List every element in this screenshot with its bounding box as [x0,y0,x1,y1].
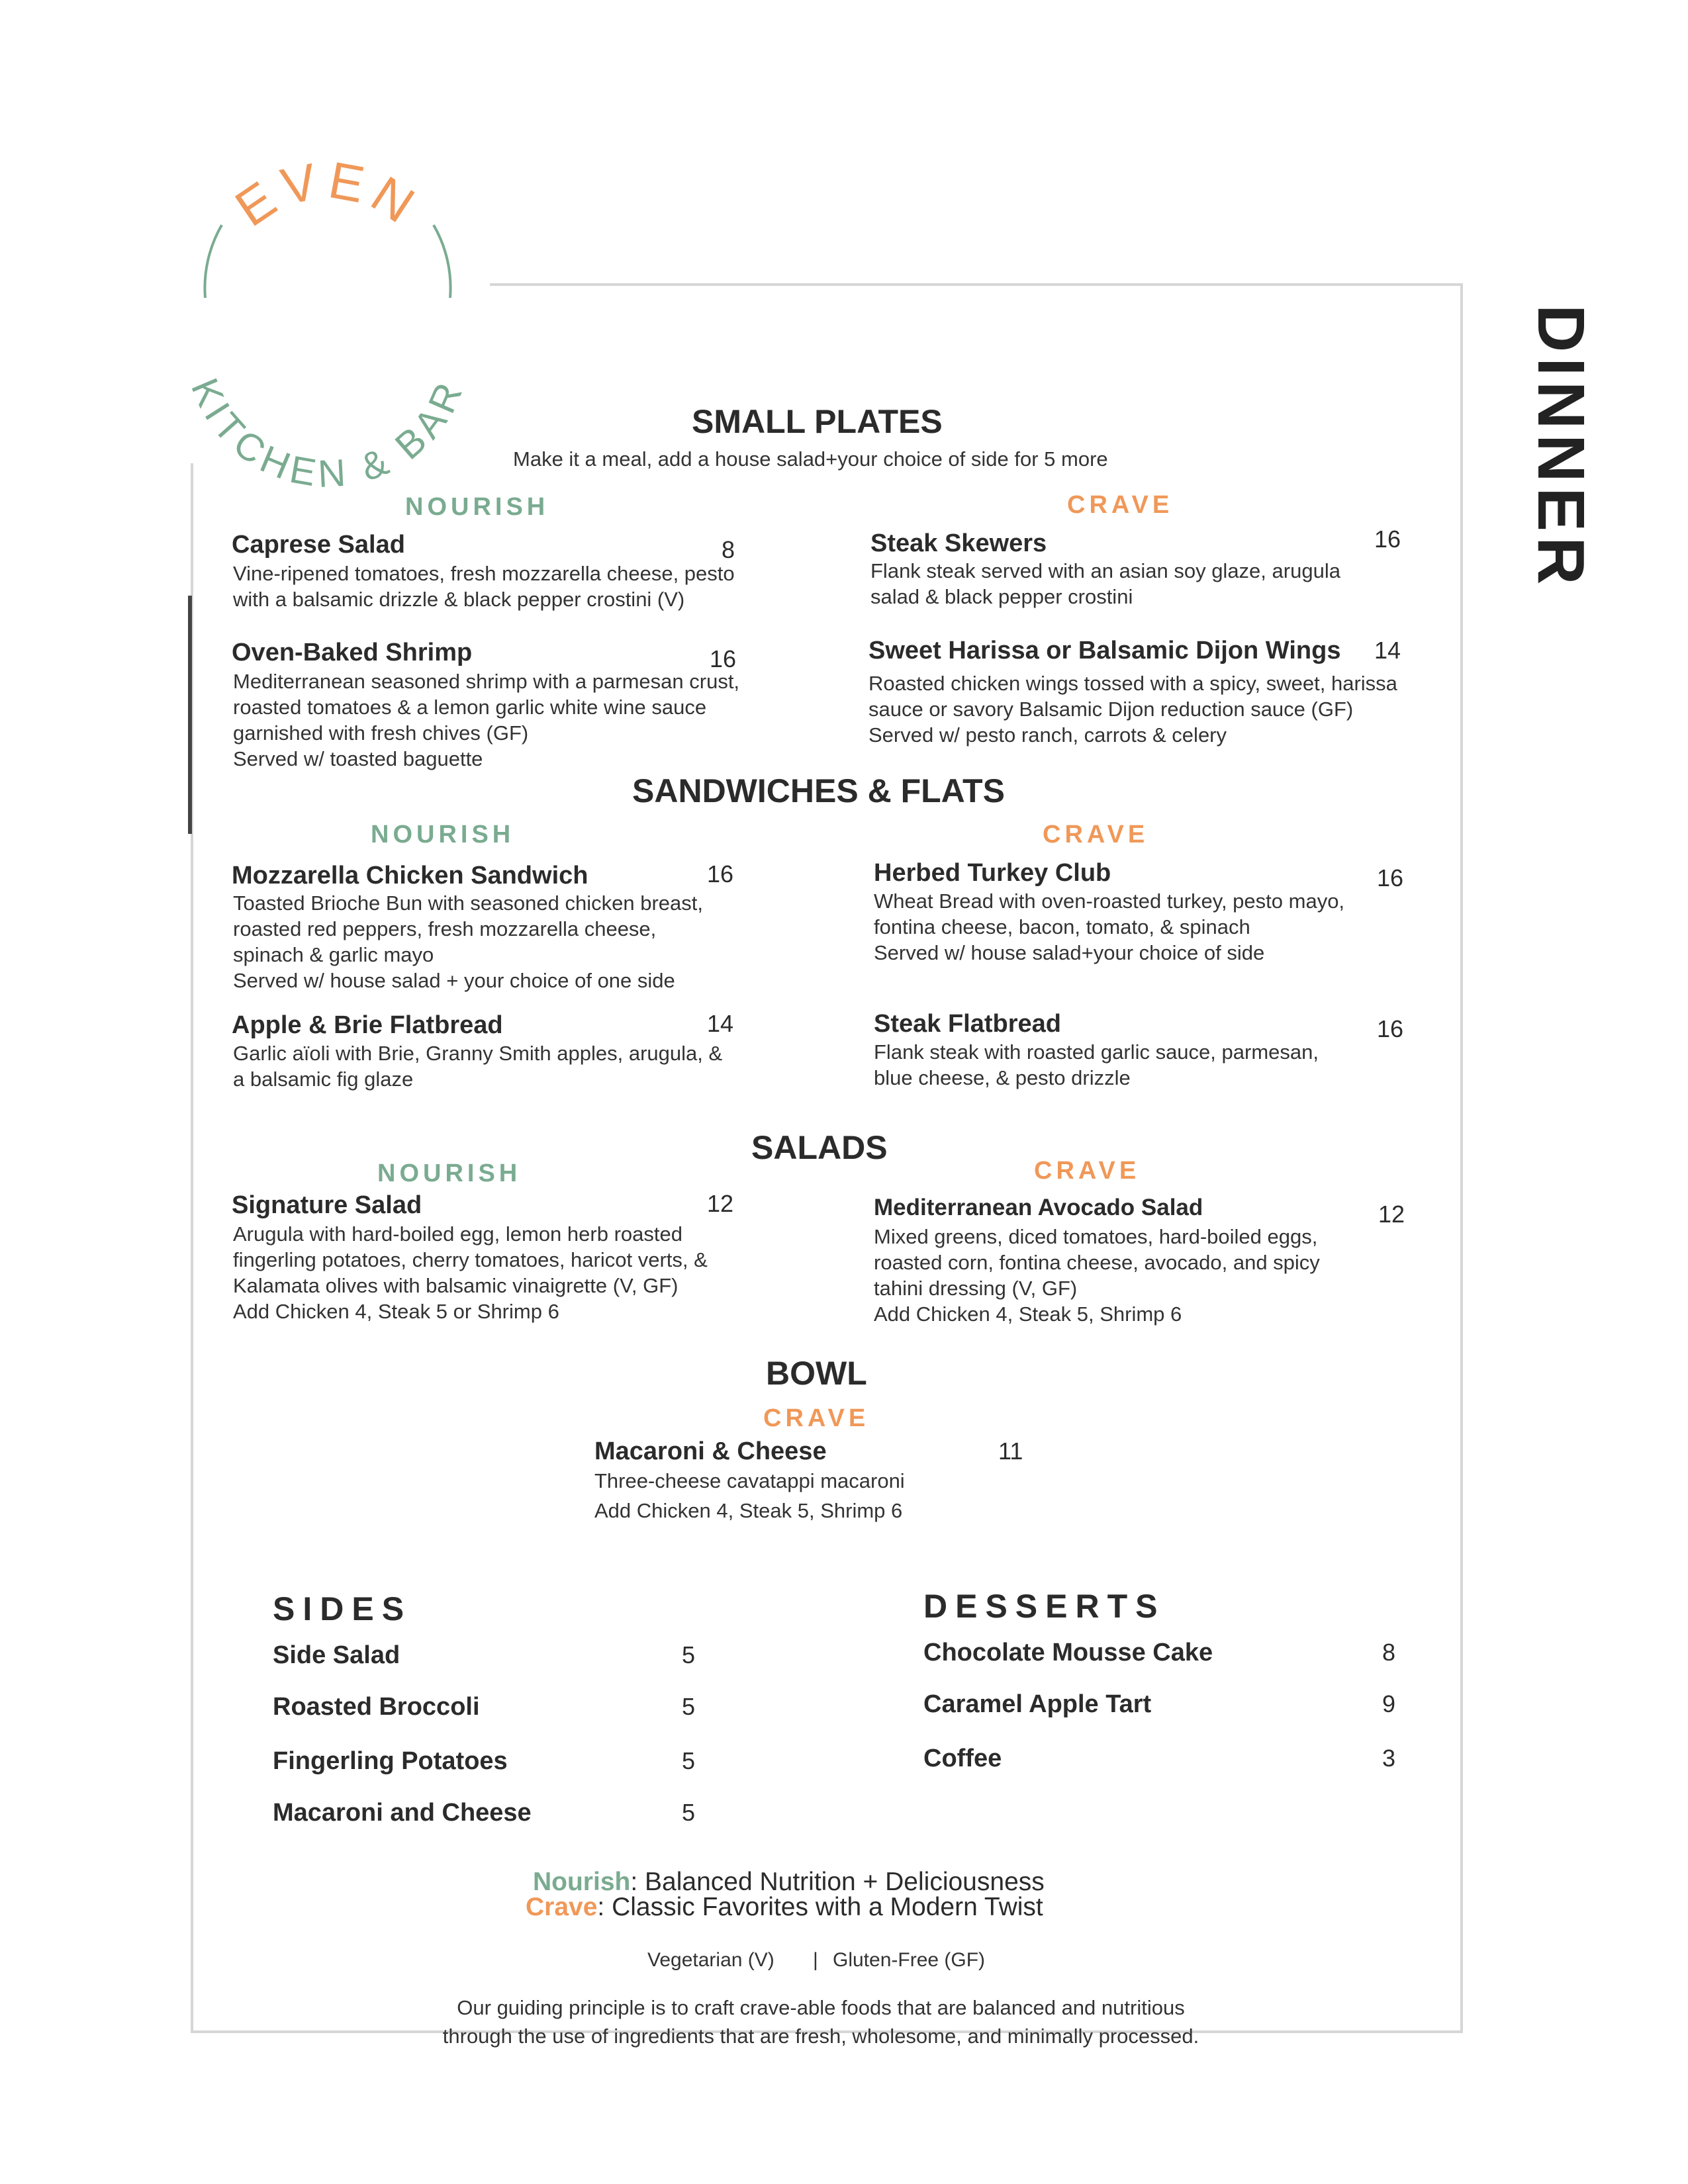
sandwiches-title: SANDWICHES & FLATS [632,772,1005,809]
guiding-principle: Our guiding principle is to craft crave-able foods that are balanced and nutritious through the use of ingredients that are fresh, wholesome, and minimally processed. [442,1996,1199,2048]
menu-item-description: Three-cheese cavatappi macaroni Add Chicken 4, Steak 5, Shrimp 6 [594,1469,905,1522]
menu-item-description: Wheat Bread with oven-roasted turkey, pesto mayo, fontina cheese, bacon, tomato, & spinach Served w/ house salad+your choice of side [874,889,1345,964]
menu-item-name: Steak Flatbread [874,1010,1061,1038]
menu-item-price: 8 [722,536,735,563]
side-item-name: Side Salad [273,1641,400,1669]
legend-gluten-free: Gluten-Free (GF) [833,1949,986,1971]
small-plates-title: SMALL PLATES [692,403,943,440]
menu-item-name: Herbed Turkey Club [874,859,1111,887]
salads-title: SALADS [751,1129,888,1166]
menu-item-price: 16 [1377,1015,1404,1042]
logo-bottom-words: KITCHEN & BAR [183,372,473,490]
sandwiches-nourish-label: NOURISH [371,821,515,848]
salads-nourish-label: NOURISH [377,1160,522,1187]
menu-item-name: Macaroni & Cheese [594,1437,827,1465]
side-item-name: Macaroni and Cheese [273,1799,532,1827]
menu-item-price: 12 [707,1190,734,1217]
side-item-price: 5 [682,1747,696,1774]
small-plates-crave-label: CRAVE [1067,491,1174,519]
menu-item-description: Flank steak served with an asian soy glaze, arugula salad & black pepper crostini [870,559,1340,608]
small-plates-subtitle: Make it a meal, add a house salad+your choice of side for 5 more [513,447,1108,471]
menu-item-price: 16 [707,860,734,887]
menu-item-price: 12 [1378,1201,1405,1228]
dessert-item-price: 9 [1382,1690,1396,1717]
menu-item-name: Caprese Salad [232,531,405,559]
menu-item-name: Mediterranean Avocado Salad [874,1195,1203,1220]
menu-item-description: Mixed greens, diced tomatoes, hard-boiled eggs, roasted corn, fontina cheese, avocado, and spicy tahini dressing (V, GF) Add Chicken 4, Steak 5, Shrimp 6 [874,1225,1320,1326]
menu-frame-top [490,283,1463,286]
menu-item-name: Sweet Harissa or Balsamic Dijon Wings [868,637,1341,664]
dessert-item-price: 8 [1382,1639,1396,1666]
side-item-price: 5 [682,1799,696,1826]
dessert-item-name: Coffee [923,1745,1002,1772]
logo-top-word: EVEN [224,150,430,238]
dessert-item-name: Caramel Apple Tart [923,1690,1152,1718]
menu-item-price: 16 [1374,525,1401,553]
menu-item-description: Vine-ripened tomatoes, fresh mozzarella cheese, pesto with a balsamic drizzle & black pepper crostini (V) [233,562,735,611]
bowl-crave-label: CRAVE [763,1404,870,1432]
side-item-name: Roasted Broccoli [273,1693,480,1721]
menu-item-name: Steak Skewers [870,529,1047,557]
legend-separator: | [813,1949,818,1971]
desserts-title: DESSERTS [923,1588,1166,1625]
side-item-price: 5 [682,1693,696,1720]
menu-title: DINNER [1524,304,1598,590]
salads-crave-label: CRAVE [1034,1157,1141,1185]
sandwiches-crave-label: CRAVE [1043,821,1149,848]
menu-frame-right [1460,283,1463,2030]
menu-item-name: Signature Salad [232,1191,422,1219]
logo-arc-left [205,225,222,298]
small-plates-nourish-label: NOURISH [405,493,549,521]
dessert-item-price: 3 [1382,1745,1396,1772]
menu-item-description: Garlic aïoli with Brie, Granny Smith apples, arugula, & a balsamic fig glaze [233,1042,723,1091]
logo-arc-right [434,225,451,298]
side-item-price: 5 [682,1641,696,1668]
menu-item-price: 11 [998,1437,1023,1465]
legend-nourish: Nourish: Balanced Nutrition + Deliciousness [533,1868,1045,1896]
menu-item-description: Arugula with hard-boiled egg, lemon herb roasted fingerling potatoes, cherry tomatoes, haricot verts, & Kalamata olives with balsamic vinaigrette (V, GF) Add Chicken 4, Steak 5 or Shrimp 6 [233,1222,708,1323]
even-logo [159,146,503,490]
menu-item-price: 14 [1374,637,1401,664]
menu-frame-left-accent [188,596,192,834]
menu-item-description: Toasted Brioche Bun with seasoned chicken breast, roasted red peppers, fresh mozzarella cheese, spinach & garlic mayo Served w/ house salad + your choice of one side [233,891,703,992]
menu-item-name: Mozzarella Chicken Sandwich [232,862,588,889]
sides-title: SIDES [273,1590,412,1627]
legend-vegetarian: Vegetarian (V) [647,1949,774,1971]
menu-item-price: 16 [1377,864,1404,891]
menu-item-description: Flank steak with roasted garlic sauce, parmesan, blue cheese, & pesto drizzle [874,1040,1319,1089]
menu-item-name: Apple & Brie Flatbread [232,1011,503,1039]
bowl-title: BOWL [766,1355,867,1392]
menu-item-price: 16 [710,645,737,672]
menu-item-description: Roasted chicken wings tossed with a spicy, sweet, harissa sauce or savory Balsamic Dijon reduction sauce (GF) Served w/ pesto ranch, carrots & celery [868,672,1397,747]
menu-item-name: Oven-Baked Shrimp [232,639,473,666]
menu-item-price: 14 [707,1010,734,1037]
menu-item-description: Mediterranean seasoned shrimp with a parmesan crust, roasted tomatoes & a lemon garlic white wine sauce garnished with fresh chives (GF) Served w/ toasted baguette [233,670,740,770]
side-item-name: Fingerling Potatoes [273,1747,508,1775]
legend-crave: Crave: Classic Favorites with a Modern Twist [526,1893,1043,1921]
dessert-item-name: Chocolate Mousse Cake [923,1639,1213,1666]
